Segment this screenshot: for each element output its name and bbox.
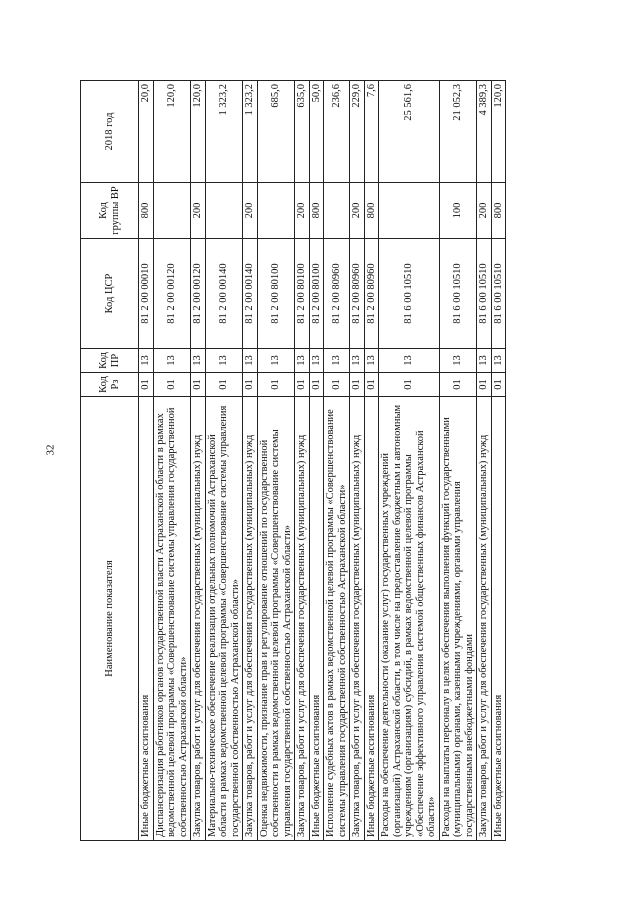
table-row	[350, 81, 365, 841]
table-row	[324, 81, 350, 841]
cell-val: 685,0	[257, 81, 295, 183]
cell-val: 7,6	[364, 81, 379, 183]
cell-pr: 13	[324, 349, 350, 373]
cell-csr: 81 2 00 00120	[191, 239, 206, 349]
cell-val: 20,0	[139, 81, 154, 183]
cell-vr	[257, 183, 295, 239]
cell-val: 4 389,3	[477, 81, 492, 183]
cell-csr: 81 2 00 00120	[153, 239, 191, 349]
cell-pr: 13	[350, 349, 365, 373]
cell-name: Закупка товаров, работ и услуг для обеспечения государственных (муниципальных) нужд	[191, 397, 206, 841]
cell-pr: 13	[257, 349, 295, 373]
cell-rz: 01	[139, 373, 154, 397]
cell-name: Иные бюджетные ассигнования	[139, 397, 154, 841]
cell-csr: 81 2 00 80960	[364, 239, 379, 349]
cell-csr: 81 2 00 80100	[257, 239, 295, 349]
cell-pr: 13	[295, 349, 310, 373]
cell-pr: 13	[243, 349, 258, 373]
cell-val: 635,0	[295, 81, 310, 183]
table-header	[81, 81, 139, 841]
cell-name: Иные бюджетные ассигнования	[364, 397, 379, 841]
table-row	[379, 81, 440, 841]
cell-val: 236,6	[324, 81, 350, 183]
cell-rz: 01	[309, 373, 324, 397]
cell-csr: 81 6 00 10510	[439, 239, 477, 349]
cell-name: Расходы на выплаты персоналу в целях обеспечения выполнения функций государственными (муниципальными) органами, казенными учреждениями, органами управления государственными внебюджетными фондами	[439, 397, 477, 841]
rotated-page	[80, 81, 580, 841]
cell-csr: 81 2 00 00140	[243, 239, 258, 349]
cell-pr: 13	[153, 349, 191, 373]
cell-pr: 13	[477, 349, 492, 373]
cell-pr: 13	[364, 349, 379, 373]
table-row	[309, 81, 324, 841]
cell-pr: 13	[191, 349, 206, 373]
cell-val: 229,0	[350, 81, 365, 183]
cell-vr: 800	[309, 183, 324, 239]
table-row	[364, 81, 379, 841]
cell-vr	[205, 183, 243, 239]
cell-pr: 13	[139, 349, 154, 373]
cell-vr	[153, 183, 191, 239]
cell-rz: 01	[364, 373, 379, 397]
cell-csr: 81 6 00 10510	[477, 239, 492, 349]
cell-vr: 200	[350, 183, 365, 239]
header-name: Наименование показателя	[81, 397, 139, 841]
cell-vr: 200	[191, 183, 206, 239]
cell-vr	[324, 183, 350, 239]
cell-rz: 01	[439, 373, 477, 397]
cell-val: 25 561,6	[379, 81, 440, 183]
cell-csr: 81 2 00 80100	[309, 239, 324, 349]
cell-val: 120,0	[153, 81, 191, 183]
cell-val: 50,0	[309, 81, 324, 183]
cell-vr	[379, 183, 440, 239]
cell-rz: 01	[257, 373, 295, 397]
cell-name: Диспансеризация работников органов государственной власти Астраханской области в рамках ведомственной целевой программы «Совершенствование системы управления государственной собственностью Астраханской области»	[153, 397, 191, 841]
cell-csr: 81 6 00 10510	[379, 239, 440, 349]
header-vr: Код группы ВР	[81, 183, 139, 239]
cell-rz: 01	[205, 373, 243, 397]
cell-val: 1 323,2	[205, 81, 243, 183]
cell-name: Материально-техническое обеспечение реализации отдельных полномочий Астраханской области в рамках ведомственной целевой программы «Совершенствование системы управления государственной собственностью Астраханской области»	[205, 397, 243, 841]
cell-rz: 01	[191, 373, 206, 397]
header-csr: Код ЦСР	[81, 239, 139, 349]
table-row	[295, 81, 310, 841]
cell-name: Закупка товаров, работ и услуг для обеспечения государственных (муниципальных) нужд	[243, 397, 258, 841]
cell-vr: 200	[477, 183, 492, 239]
cell-csr: 81 6 00 10510	[491, 239, 506, 349]
cell-pr: 13	[309, 349, 324, 373]
cell-rz: 01	[324, 373, 350, 397]
cell-pr: 13	[205, 349, 243, 373]
cell-name: Оценка недвижимости, признание прав и регулирование отношений по государственной собственности в рамках ведомственной целевой программы «Совершенствование системы управления государственной собственностью Астраханской области»	[257, 397, 295, 841]
cell-csr: 81 2 00 80960	[324, 239, 350, 349]
cell-vr: 100	[439, 183, 477, 239]
cell-name: Иные бюджетные ассигнования	[491, 397, 506, 841]
table-row	[477, 81, 492, 841]
cell-vr: 200	[295, 183, 310, 239]
cell-name: Расходы на обеспечение деятельности (оказание услуг) государственных учреждений (организаций) Астраханской области, в том числе на предоставление бюджетным и автономным учреждениям (организациям) субсидий, в рамках ведомственной целевой программы «Обеспечение эффективного управления системой общественных финансов Астраханской области»	[379, 397, 440, 841]
table-row	[243, 81, 258, 841]
cell-csr: 81 2 00 00010	[139, 239, 154, 349]
cell-rz: 01	[350, 373, 365, 397]
cell-pr: 13	[439, 349, 477, 373]
cell-vr: 800	[491, 183, 506, 239]
cell-name: Закупка товаров, работ и услуг для обеспечения государственных (муниципальных) нужд	[350, 397, 365, 841]
cell-csr: 81 2 00 80100	[295, 239, 310, 349]
table-row	[491, 81, 506, 841]
cell-csr: 81 2 00 00140	[205, 239, 243, 349]
cell-val: 1 323,2	[243, 81, 258, 183]
cell-val: 21 052,3	[439, 81, 477, 183]
cell-rz: 01	[491, 373, 506, 397]
header-pr: Код ПР	[81, 349, 139, 373]
table-row	[257, 81, 295, 841]
cell-vr: 800	[364, 183, 379, 239]
page-number: 32	[44, 444, 57, 456]
header-year: 2018 год	[81, 81, 139, 183]
cell-pr: 13	[379, 349, 440, 373]
cell-rz: 01	[477, 373, 492, 397]
cell-vr: 200	[243, 183, 258, 239]
cell-rz: 01	[243, 373, 258, 397]
table-row	[205, 81, 243, 841]
cell-vr: 800	[139, 183, 154, 239]
cell-csr: 81 2 00 80960	[350, 239, 365, 349]
cell-name: Исполнение судебных актов в рамках ведомственной целевой программы «Совершенствование системы управления государственной собственностью Астраханской области»	[324, 397, 350, 841]
header-rz: Код Рз	[81, 373, 139, 397]
table-row	[191, 81, 206, 841]
cell-name: Закупка товаров, работ и услуг для обеспечения государственных (муниципальных) нужд	[295, 397, 310, 841]
cell-val: 120,0	[191, 81, 206, 183]
table-row	[153, 81, 191, 841]
cell-rz: 01	[153, 373, 191, 397]
cell-pr: 13	[491, 349, 506, 373]
table-row	[139, 81, 154, 841]
cell-name: Закупка товаров, работ и услуг для обеспечения государственных (муниципальных) нужд	[477, 397, 492, 841]
cell-rz: 01	[379, 373, 440, 397]
cell-val: 120,0	[491, 81, 506, 183]
cell-name: Иные бюджетные ассигнования	[309, 397, 324, 841]
cell-rz: 01	[295, 373, 310, 397]
budget-table	[80, 80, 506, 841]
table-row	[439, 81, 477, 841]
